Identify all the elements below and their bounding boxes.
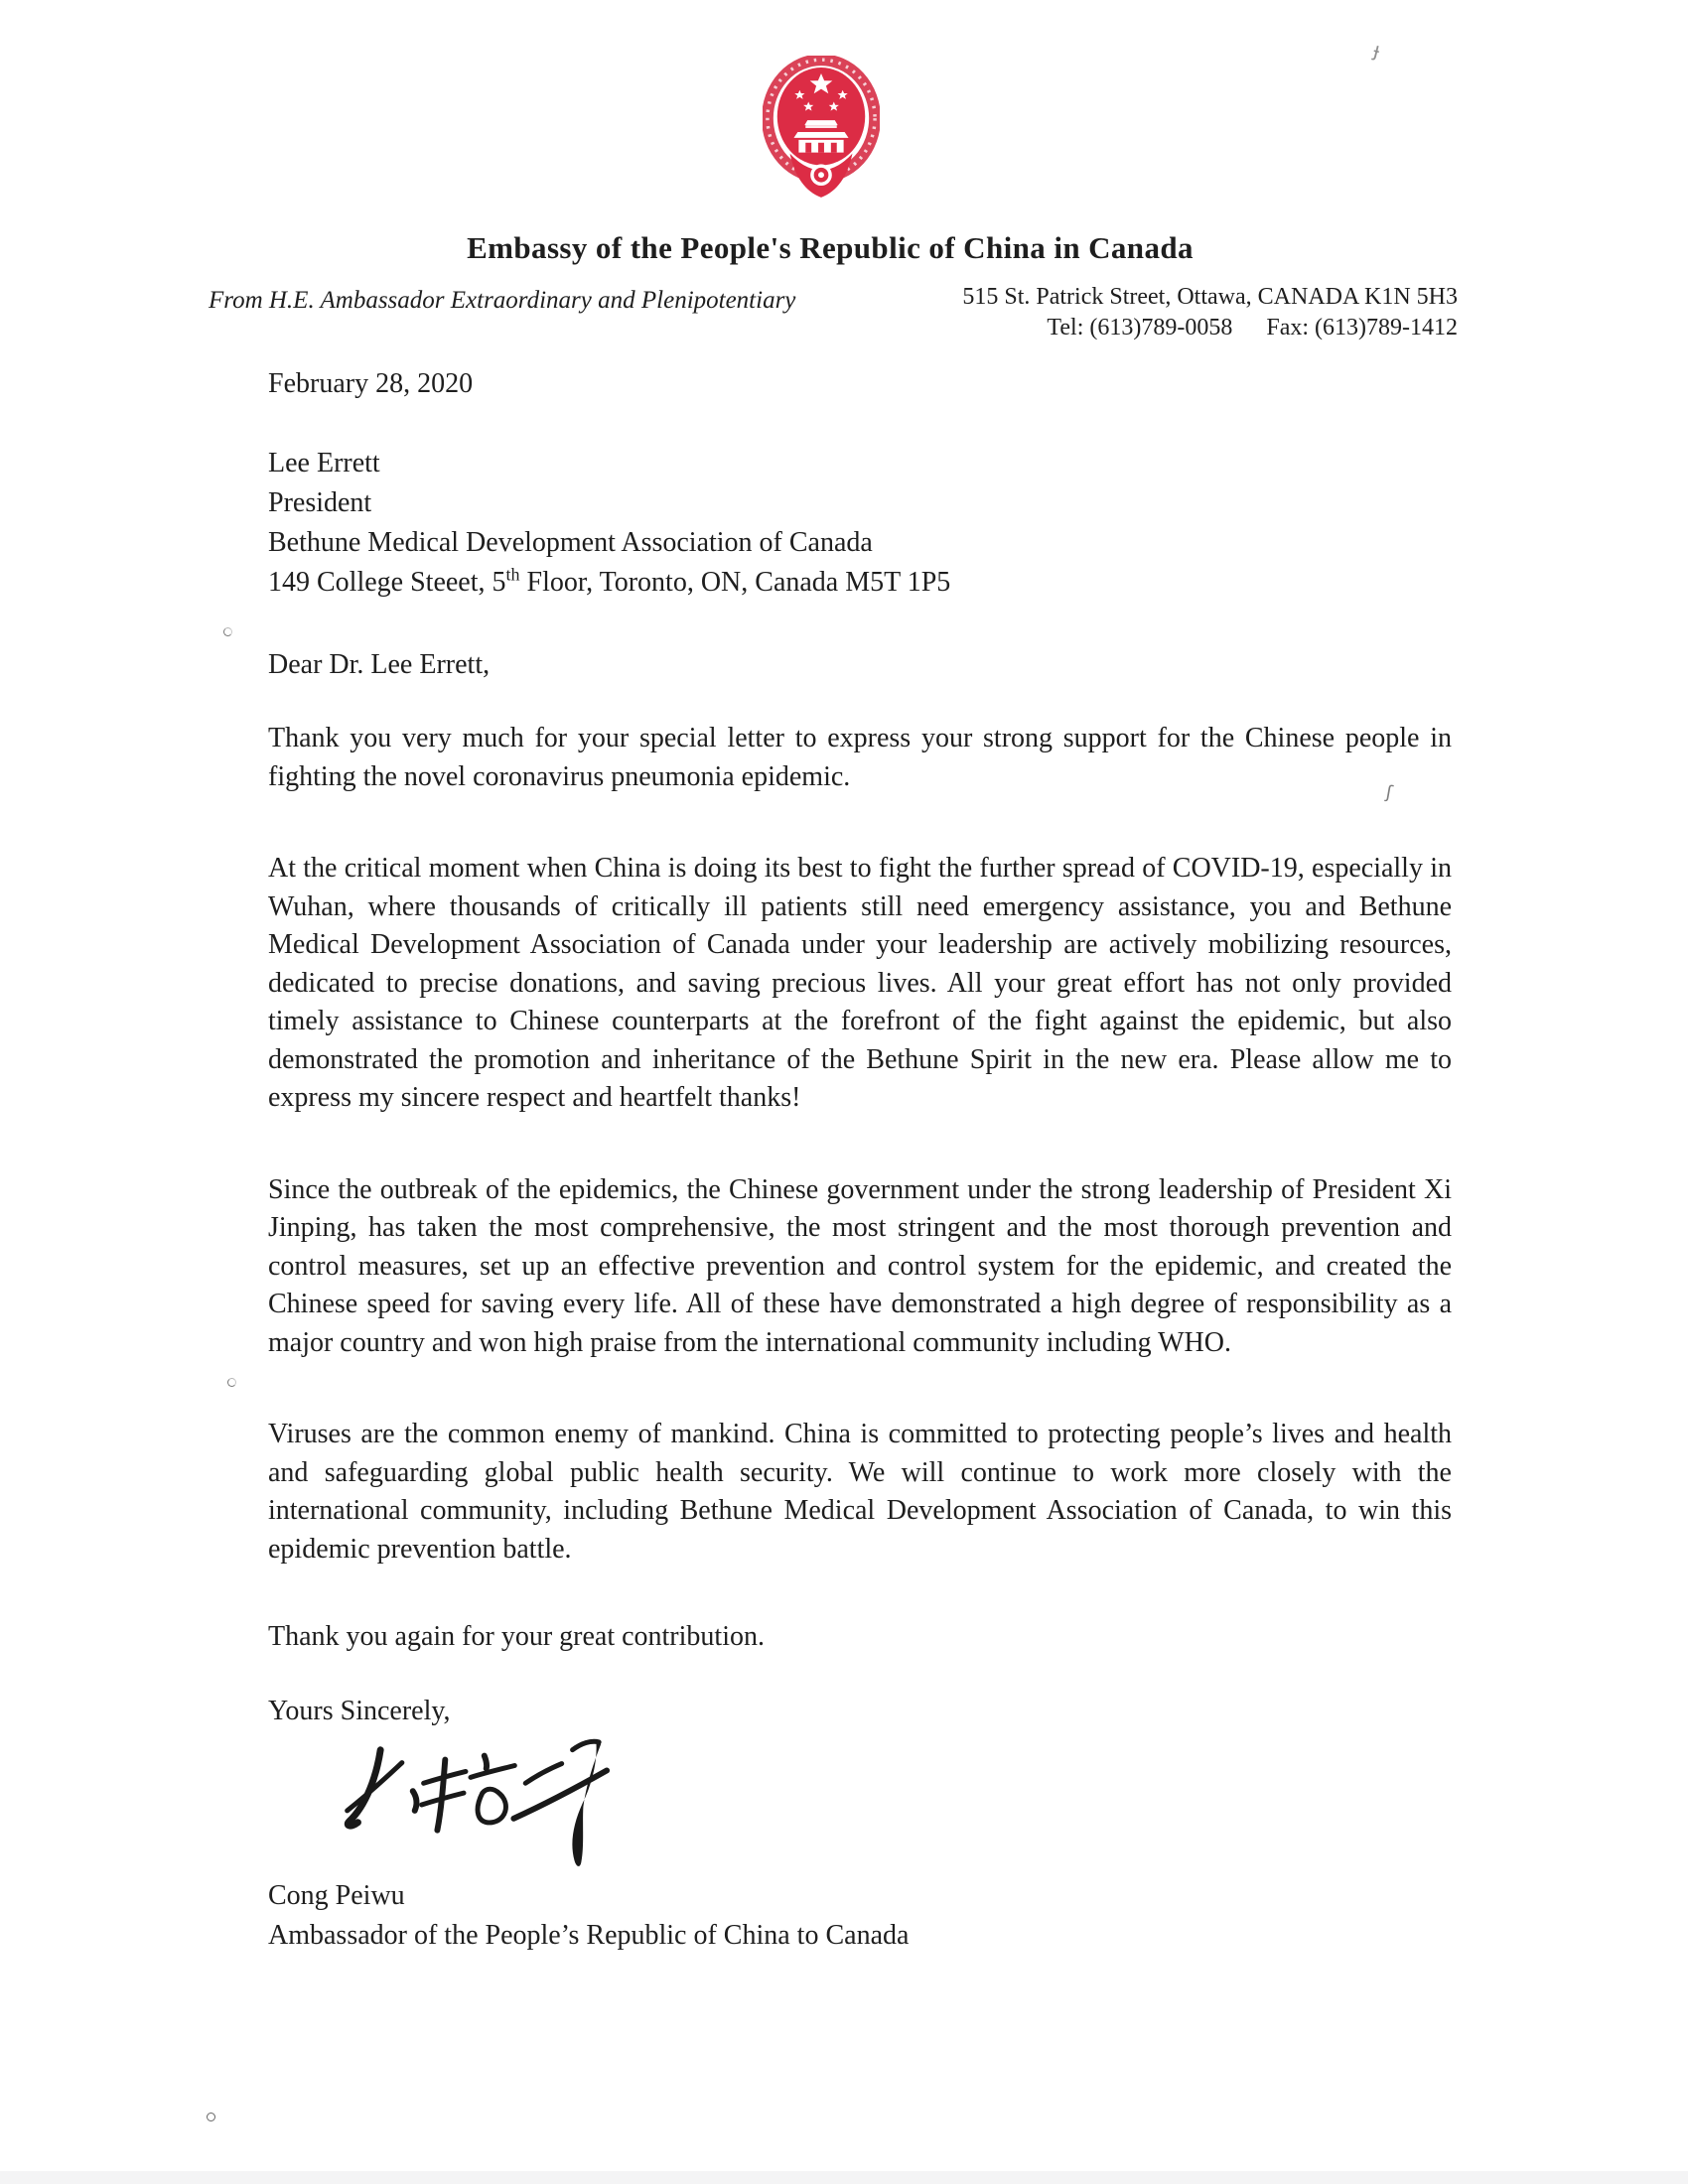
scan-artifact-ring: [207, 2113, 215, 2121]
recipient-name: Lee Errett: [268, 447, 380, 478]
scan-artifact-squiggle: ɟ: [1371, 37, 1383, 63]
handwritten-signature-icon: [318, 1730, 616, 1877]
china-national-emblem-icon: [763, 56, 880, 203]
signature-title: Ambassador of the People’s Republic of China to Canada: [268, 1919, 910, 1951]
ordinal-suffix: th: [505, 564, 520, 585]
scan-artifact-ring: [223, 627, 232, 636]
closing-thanks: Thank you again for your great contribution.: [268, 1621, 765, 1652]
embassy-fax: Fax: (613)789-1412: [1266, 315, 1458, 341]
embassy-address-block: [962, 282, 1458, 343]
scan-edge-band: [0, 2171, 1688, 2184]
embassy-tel: Tel: (613)789-0058: [1047, 315, 1233, 341]
letterhead-meta: [0, 282, 1688, 343]
paragraph-2: At the critical moment when China is doing its best to fight the further spread of COVID-19, especially in Wuhan, where thousands of critically ill patients still need emergency assistance, you and Bethune Medical Development Association of Canada under your leadership are actively mobilizing resources, dedicated to precise donations, and saving precious lives. All your great effort has not only provided timely assistance to Chinese counterparts at the forefront of the fight against the epidemic, but also demonstrated the promotion and inheritance of the Bethune Spirit in the new era. Please allow me to express my sincere respect and heartfelt thanks!: [268, 853, 1452, 1113]
recipient-organization: Bethune Medical Development Association of Canada: [268, 526, 873, 558]
salutation: Dear Dr. Lee Errett,: [268, 648, 491, 680]
valediction: Yours Sincerely,: [268, 1695, 451, 1726]
scan-artifact-ring: [227, 1378, 236, 1387]
recipient-title: President: [268, 486, 372, 518]
signature: [318, 1730, 1452, 1877]
paragraph-3: Since the outbreak of the epidemics, the Chinese government under the strong leadership of President Xi Jinping, has taken the most comprehensive, the most stringent and the most thorough prevention and control measures, set up an effective prevention and control system for the epidemic, and created the Chinese speed for saving every life. All of these have demonstrated a high degree of responsibility as a major country and won high praise from the international community including WHO.: [268, 1173, 1452, 1358]
date-line: February 28, 2020: [268, 368, 474, 399]
paragraph-1: Thank you very much for your special letter to express your strong support for the Chinese people in fighting the novel coronavirus pneumonia epidemic.: [268, 723, 1452, 792]
embassy-telfax: [962, 313, 1458, 343]
letterhead-title: Embassy of the People's Republic of China in Canada: [467, 230, 1194, 265]
scan-artifact-squiggle: ʃ: [1384, 781, 1394, 804]
recipient-address: 149 College Steeet, 5th Floor, Toronto, ON, Canada M5T 1P5: [268, 564, 951, 598]
signature-name: Cong Peiwu: [268, 1880, 405, 1911]
letterhead-emblem: [0, 0, 1688, 203]
recipient-block: [268, 444, 1452, 603]
letter-body: [0, 365, 1688, 1955]
paragraph-4: Viruses are the common enemy of mankind. China is committed to protecting people’s lives and health and safeguarding global public health security. We will continue to work more closely with the international community, including Bethune Medical Development Association of Canada, to win this epidemic prevention battle.: [268, 1419, 1452, 1565]
embassy-address: 515 St. Patrick Street, Ottawa, CANADA K1N 5H3: [962, 284, 1458, 310]
from-line: From H.E. Ambassador Extraordinary and Plenipotentiary: [209, 287, 796, 314]
